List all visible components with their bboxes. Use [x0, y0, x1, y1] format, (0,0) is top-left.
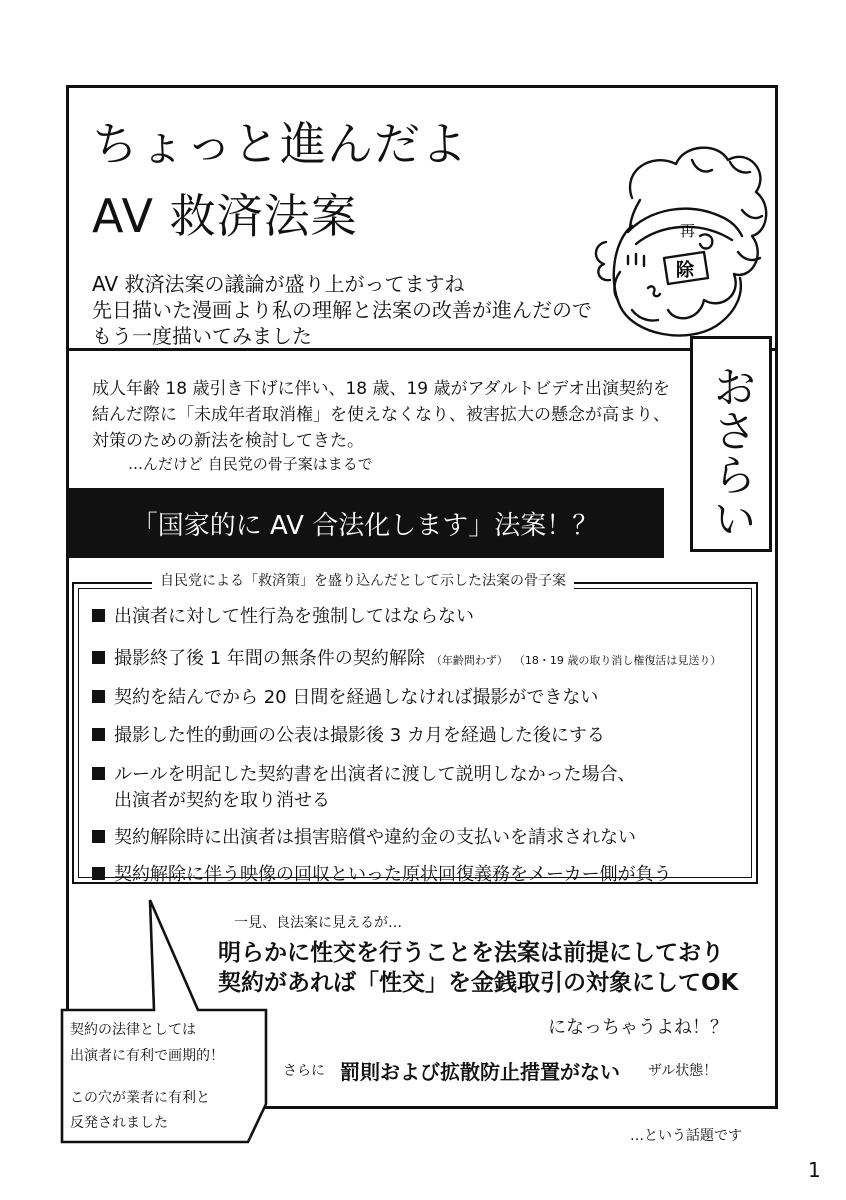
page-number: 1	[808, 1158, 821, 1182]
conclusion-line1: 明らかに性交を行うことを法案は前提にしており	[218, 940, 724, 966]
sarani-label: さらに	[283, 1063, 325, 1079]
outline-item: 契約解除時に出演者は損害賠償や違約金の支払いを請求されない	[92, 823, 636, 849]
bullet-square-icon	[92, 609, 105, 622]
bubble-line4: 反発されました	[70, 1115, 168, 1131]
outline-item-continuation: 出演者が契約を取り消せる	[114, 790, 330, 811]
bullet-square-icon	[92, 728, 105, 741]
outline-item-note: （年齢問わず）	[430, 654, 508, 667]
lead-line2: 結んだ際に「未成年者取消権」を使えなくなり、被害拡大の懸念が高まり、	[92, 405, 670, 425]
page-title-line2: AV 救済法案	[92, 189, 358, 243]
outline-item: 出演者に対して性行為を強制してはならない	[92, 602, 474, 628]
closing-line: …という話題です	[630, 1128, 742, 1144]
bubble-line3: この穴が業者に有利と	[70, 1090, 210, 1106]
bubble-line1: 契約の法律としては	[70, 1022, 196, 1038]
bullet-square-icon	[92, 651, 105, 664]
bubble-line2: 出演者に有利で画期的！	[70, 1048, 224, 1064]
zaru-label: ザル状態！	[648, 1063, 718, 1079]
outline-caption: 自民党による「救済策」を盛り込んだとして示した法案の骨子案	[152, 570, 574, 590]
osarai-label: おさらい	[705, 364, 756, 540]
penalty-line: 罰則および拡散防止措置がない	[340, 1060, 620, 1084]
page-title-line1: ちょっと進んだよ	[92, 117, 468, 171]
bullet-square-icon	[92, 867, 105, 880]
outline-item: ルールを明記した契約書を出演者に渡して説明しなかった場合、	[92, 760, 636, 786]
mascot-eye-letter: 除	[676, 260, 694, 281]
outline-item: 契約解除に伴う映像の回収といった原状回復義務をメーカー側が負う	[92, 860, 672, 886]
headline-banner: 「国家的に AV 合法化します」法案！？	[66, 488, 664, 558]
intro-line2: 先日描いた漫画より私の理解と法案の改善が進んだので	[92, 298, 592, 322]
naccha-line: になっちゃうよね！？	[548, 1017, 728, 1038]
ichiken-line: 一見、良法案に見えるが…	[234, 915, 402, 931]
intro-line1: AV 救済法案の議論が盛り上がってますね	[92, 272, 465, 296]
mascot-hat-letter: 再	[680, 222, 696, 240]
bullet-square-icon	[92, 767, 105, 780]
bullet-square-icon	[92, 830, 105, 843]
outline-item: 撮影した性的動画の公表は撮影後 3 カ月を経過した後にする	[92, 721, 605, 747]
lead-line3: 対策のための新法を検討してきた。	[92, 431, 364, 451]
intro-line3: もう一度描いてみました	[92, 324, 312, 348]
bullet-square-icon	[92, 690, 105, 703]
outline-item: 契約を結んでから 20 日間を経過しなければ撮影ができない	[92, 683, 598, 709]
but-line: …んだけど 自民党の骨子案はまるで	[128, 455, 373, 473]
outline-item-note: （18・19 歳の取り消し権復活は見送り）	[513, 654, 722, 667]
conclusion-line2: 契約があれば「性交」を金銭取引の対象にしてOK	[218, 970, 739, 996]
lead-line1: 成人年齢 18 歳引き下げに伴い、18 歳、19 歳がアダルトビデオ出演契約を	[92, 379, 670, 399]
outline-item: 撮影終了後 1 年間の無条件の契約解除 （年齢問わず） （18・19 歳の取り消し権復活は見送り）	[92, 644, 721, 670]
sheep-mascot-illustration	[592, 140, 770, 348]
